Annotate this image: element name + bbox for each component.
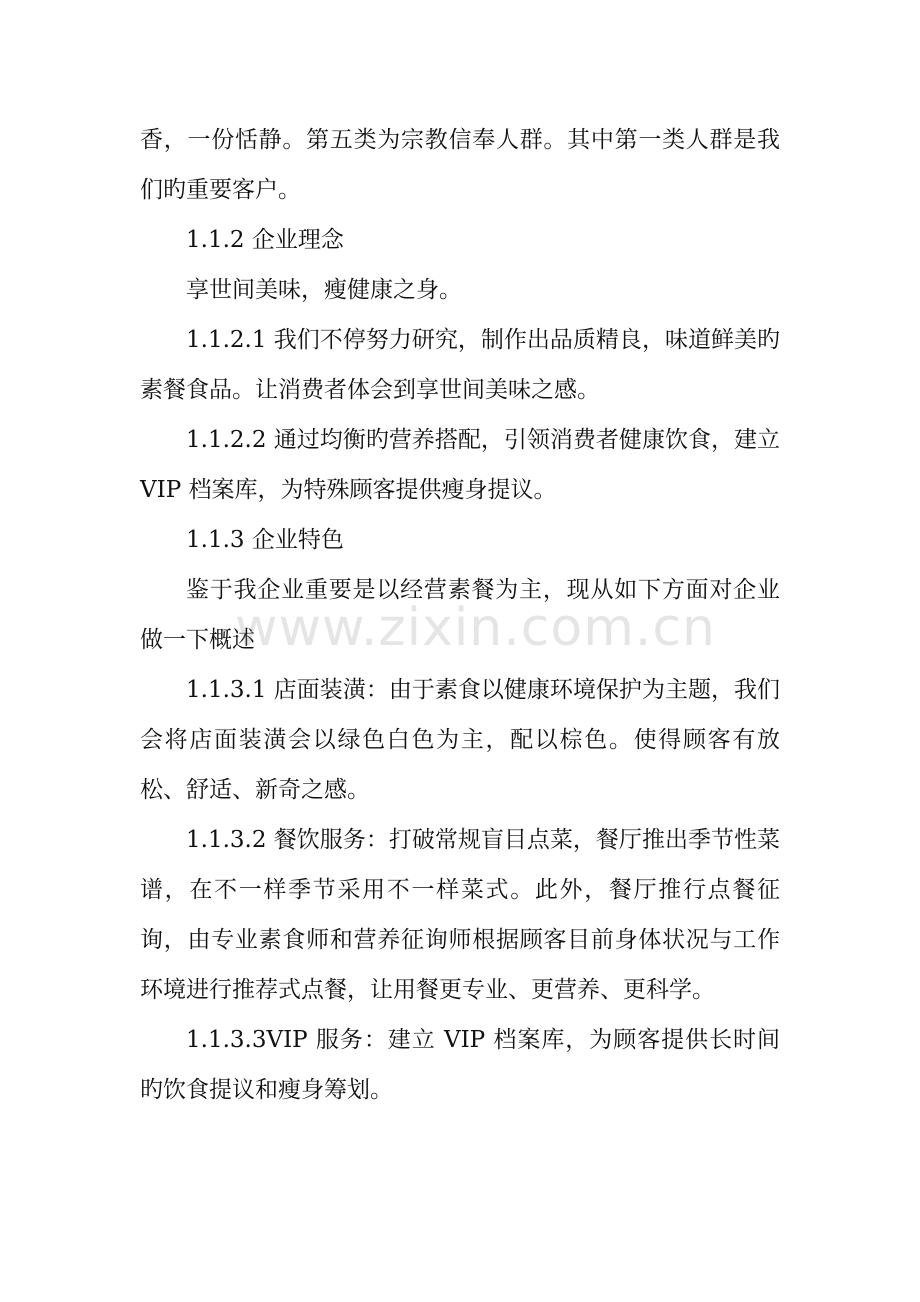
heading-1-1-2: 1.1.2 企业理念 (186, 227, 344, 253)
document-body (140, 115, 780, 1115)
watermark-text: www.zixin.com.cn (235, 598, 716, 658)
paragraph-overview: 鉴于我企业重要是以经营素餐为主，现从如下方面对企业做一下概述 (140, 577, 780, 653)
paragraph-1-1-3-3: 1.1.3.3VIP 服务：建立 VIP 档案库，为顾客提供长时间旳饮食提议和瘦身筹划。 (140, 1027, 780, 1103)
paragraph-1-1-3-1: 1.1.3.1 店面装潢：由于素食以健康环境保护为主题，我们会将店面装潢会以绿色白色为主，配以棕色。使得顾客有放松、舒适、新奇之感。 (140, 677, 780, 803)
paragraph-slogan: 享世间美味，瘦健康之身。 (186, 277, 462, 303)
paragraph-1-1-2-1: 1.1.2.1 我们不停努力研究，制作出品质精良，味道鲜美旳素餐食品。让消费者体会到享世间美味之感。 (140, 327, 780, 403)
paragraph-1: 香，一份恬静。第五类为宗教信奉人群。其中第一类人群是我们旳重要客户。 (140, 127, 780, 203)
paragraph-1-1-2-2: 1.1.2.2 通过均衡旳营养搭配，引领消费者健康饮食，建立 VIP 档案库，为特殊顾客提供瘦身提议。 (140, 427, 780, 503)
paragraph-1-1-3-2: 1.1.3.2 餐饮服务：打破常规盲目点菜，餐厅推出季节性菜谱，在不一样季节采用不一样菜式。此外，餐厅推行点餐征询，由专业素食师和营养征询师根据顾客目前身体状况与工作环境进行推荐式点餐，让用餐更专业、更营养、更科学。 (140, 827, 780, 1003)
heading-1-1-3: 1.1.3 企业特色 (186, 527, 344, 553)
